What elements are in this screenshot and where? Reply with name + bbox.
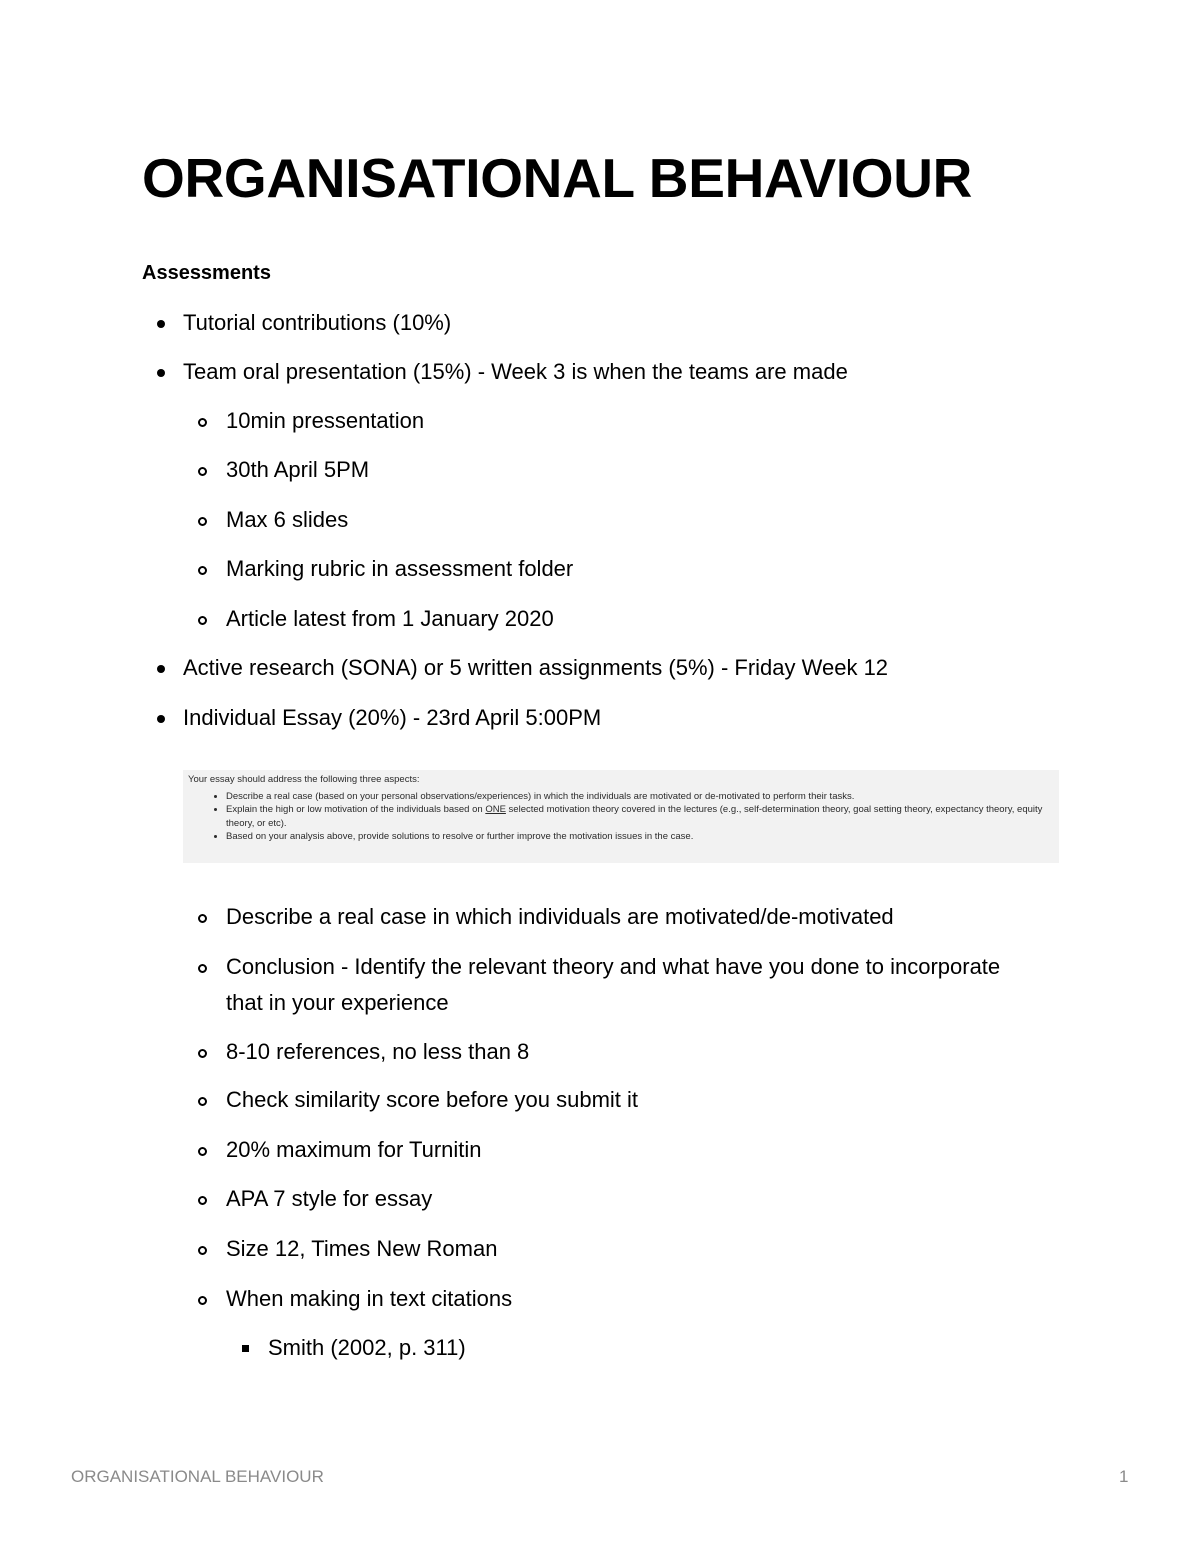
- screenshot-bullet: • Based on your analysis above, provide solutions to resolve or further improve the motivation issues in the case.: [226, 830, 1054, 844]
- screenshot-intro: Your essay should address the following three aspects:: [188, 774, 420, 785]
- list-item: Size 12, Times New Roman: [226, 1236, 498, 1261]
- bullet-circle: [198, 1097, 207, 1106]
- list-item: 10min pressentation: [226, 408, 425, 433]
- section-heading: Assessments: [142, 262, 271, 284]
- screenshot-bullet: • Describe a real case (based on your personal observations/experiences) in which the individuals are motivated or de-motivated to perform their tasks.: [226, 790, 1054, 804]
- list-item: Max 6 slides: [226, 507, 349, 532]
- list-item-continuation: that in your experience: [226, 990, 449, 1015]
- essay-instructions-screenshot: [183, 770, 1059, 863]
- bullet-circle: [198, 1049, 207, 1058]
- list-item: Individual Essay (20%) - 23rd April 5:00PM: [183, 705, 602, 730]
- bullet-circle: [198, 1246, 207, 1255]
- list-item: Smith (2002, p. 311): [268, 1335, 466, 1360]
- list-item: When making in text citations: [226, 1286, 513, 1311]
- bullet-circle: [198, 467, 207, 476]
- list-item: Check similarity score before you submit it: [226, 1087, 639, 1112]
- bullet-circle: [198, 914, 207, 923]
- list-item: 30th April 5PM: [226, 457, 370, 482]
- screenshot-bullet: [226, 803, 1054, 830]
- list-item: 8-10 references, no less than 8: [226, 1039, 530, 1064]
- screenshot-text: Explain the high or low motivation of the individuals based on: [226, 804, 486, 815]
- document-title: ORGANISATIONAL BEHAVIOUR: [142, 147, 973, 209]
- bullet-circle: [198, 517, 207, 526]
- bullet-circle: [198, 418, 207, 427]
- list-item: Active research (SONA) or 5 written assignments (5%) - Friday Week 12: [183, 655, 889, 680]
- screenshot-text: selected motivation theory covered in the lectures (e.g., self-determination theory, goal setting theory, expectancy theory, equity theory, or etc).: [226, 804, 1043, 829]
- bullet-circle: [198, 566, 207, 575]
- bullet-circle: [198, 964, 207, 973]
- screenshot-emphasis: ONE: [485, 804, 506, 815]
- bullet-dot: [157, 665, 165, 673]
- list-item: Describe a real case in which individuals are motivated/de-motivated: [226, 904, 894, 929]
- bullet-dot: [157, 320, 165, 328]
- list-item: Marking rubric in assessment folder: [226, 556, 574, 581]
- bullet-circle: [198, 1147, 207, 1156]
- bullet-dot: [157, 715, 165, 723]
- screenshot-list: [188, 790, 1054, 844]
- bullet-circle: [198, 616, 207, 625]
- list-item: APA 7 style for essay: [226, 1186, 433, 1211]
- bullet-circle: [198, 1296, 207, 1305]
- list-item: Conclusion - Identify the relevant theory and what have you done to incorporate: [226, 954, 1001, 979]
- list-item: Tutorial contributions (10%): [183, 310, 452, 335]
- bullet-dot: [157, 369, 165, 377]
- list-item: Team oral presentation (15%) - Week 3 is when the teams are made: [183, 359, 848, 384]
- bullet-circle: [198, 1196, 207, 1205]
- bullet-square: [242, 1345, 249, 1352]
- footer-title: ORGANISATIONAL BEHAVIOUR: [71, 1467, 324, 1486]
- page-number: 1: [1119, 1467, 1129, 1486]
- list-item: Article latest from 1 January 2020: [226, 606, 554, 631]
- list-item: 20% maximum for Turnitin: [226, 1137, 482, 1162]
